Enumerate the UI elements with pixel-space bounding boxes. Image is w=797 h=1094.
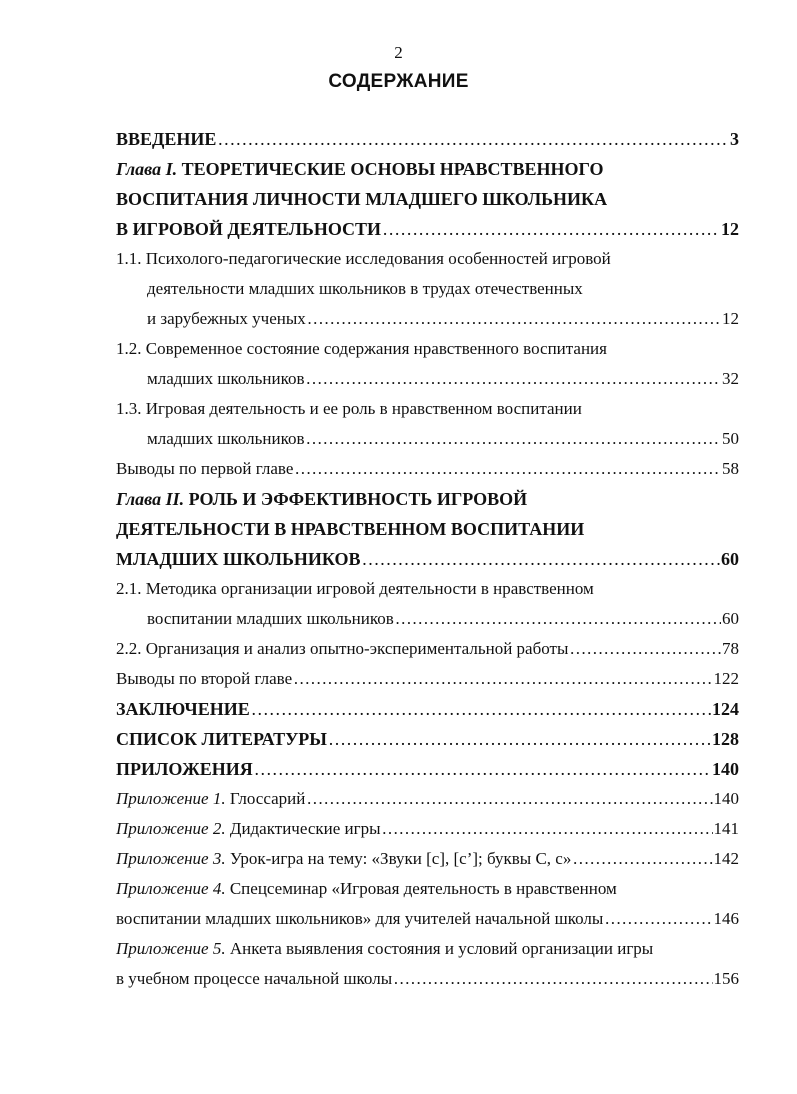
toc-entry-appendix-3[interactable] (116, 844, 739, 874)
table-of-contents (116, 124, 739, 994)
page-title: СОДЕРЖАНИЕ (328, 71, 469, 92)
toc-page: 60 (722, 609, 739, 628)
toc-label: Дидактические игры (229, 819, 381, 838)
toc-page: 60 (721, 549, 739, 569)
toc-leader (361, 544, 720, 574)
toc-page: 12 (721, 219, 739, 239)
toc-leader (569, 634, 721, 664)
toc-leader (293, 664, 712, 694)
toc-page: 141 (713, 819, 739, 838)
toc-label: в учебном процессе начальной школы (116, 969, 393, 988)
toc-label: РОЛЬ И ЭФФЕКТИВНОСТЬ ИГРОВОЙ (188, 489, 528, 509)
toc-entry-literature[interactable] (116, 724, 739, 754)
toc-label: и зарубежных ученых (147, 309, 306, 328)
toc-entry-appendix-1[interactable] (116, 784, 739, 814)
toc-label: Спецсеминар «Игровая деятельность в нравственном (229, 879, 617, 898)
toc-entry-1-2-end (116, 364, 739, 394)
toc-leader (254, 754, 711, 784)
toc-entry-conclusion-2[interactable] (116, 664, 739, 694)
toc-entry-chapter-1-cont (116, 184, 739, 214)
toc-page: 78 (722, 639, 739, 658)
appendix-prefix: Приложение 2. (116, 819, 226, 838)
toc-label: Выводы по первой главе (116, 459, 294, 478)
toc-entry-chapter-2[interactable] (116, 484, 739, 514)
toc-label: 1.3. Игровая деятельность и ее роль в нравственном воспитании (116, 399, 582, 418)
toc-label: СПИСОК ЛИТЕРАТУРЫ (116, 729, 327, 749)
toc-entry-chapter-2-end (116, 544, 739, 574)
toc-label: 2.1. Методика организации игровой деятельности в нравственном (116, 579, 594, 598)
toc-leader (328, 724, 711, 754)
toc-label: воспитании младших школьников» для учителей начальной школы (116, 909, 604, 928)
toc-entry-chapter-1-end (116, 214, 739, 244)
toc-entry-1-3[interactable] (116, 394, 739, 424)
toc-entry-2-2[interactable] (116, 634, 739, 664)
toc-entry-appendix-5-end (116, 964, 739, 994)
toc-leader (393, 964, 712, 994)
toc-entry-1-3-end (116, 424, 739, 454)
toc-leader (251, 694, 711, 724)
toc-page: 58 (722, 459, 739, 478)
toc-entry-appendix-2[interactable] (116, 814, 739, 844)
toc-page: 3 (730, 129, 739, 149)
toc-page: 50 (722, 429, 739, 448)
toc-entry-1-1-cont (116, 274, 739, 304)
toc-label: МЛАДШИХ ШКОЛЬНИКОВ (116, 549, 361, 569)
toc-page: 122 (713, 669, 739, 688)
toc-label: младших школьников (147, 429, 305, 448)
toc-entry-appendix-5[interactable] (116, 934, 739, 964)
toc-entry-2-1-end (116, 604, 739, 634)
toc-page: 142 (713, 849, 739, 868)
toc-leader (382, 814, 713, 844)
toc-entry-2-1[interactable] (116, 574, 739, 604)
toc-label: 2.2. Организация и анализ опытно-экспериментальной работы (116, 639, 569, 658)
toc-label: В ИГРОВОЙ ДЕЯТЕЛЬНОСТИ (116, 219, 382, 239)
toc-page: 12 (722, 309, 739, 328)
toc-entry-appendices[interactable] (116, 754, 739, 784)
toc-label: Урок-игра на тему: «Звуки [с], [с’]; буквы С, с» (229, 849, 572, 868)
toc-label: деятельности младших школьников в трудах отечественных (147, 279, 583, 298)
toc-page: 156 (713, 969, 739, 988)
toc-label: ПРИЛОЖЕНИЯ (116, 759, 253, 779)
toc-leader (307, 304, 721, 334)
appendix-prefix: Приложение 5. (116, 939, 226, 958)
toc-page: 32 (722, 369, 739, 388)
page-number: 2 (394, 43, 403, 62)
toc-leader (572, 844, 712, 874)
toc-label: Выводы по второй главе (116, 669, 293, 688)
toc-leader (306, 364, 722, 394)
toc-entry-1-1-end (116, 304, 739, 334)
toc-label: 1.2. Современное состояние содержания нравственного воспитания (116, 339, 607, 358)
toc-page: 146 (713, 909, 739, 928)
toc-leader (395, 604, 721, 634)
toc-label: ТЕОРЕТИЧЕСКИЕ ОСНОВЫ НРАВСТВЕННОГО (181, 159, 604, 179)
appendix-prefix: Приложение 4. (116, 879, 226, 898)
toc-label: Глоссарий (229, 789, 306, 808)
toc-page: 128 (712, 729, 739, 749)
toc-entry-1-1[interactable] (116, 244, 739, 274)
toc-label: ВВЕДЕНИЕ (116, 129, 217, 149)
toc-entry-appendix-4-end (116, 904, 739, 934)
toc-label: Анкета выявления состояния и условий организации игры (229, 939, 654, 958)
toc-leader (306, 784, 712, 814)
toc-entry-conclusion-1[interactable] (116, 454, 739, 484)
toc-leader (604, 904, 712, 934)
toc-entry-appendix-4[interactable] (116, 874, 739, 904)
toc-page: 124 (712, 699, 739, 719)
toc-label: младших школьников (147, 369, 305, 388)
toc-page: 140 (713, 789, 739, 808)
toc-entry-chapter-2-cont (116, 514, 739, 544)
toc-label: воспитании младших школьников (147, 609, 394, 628)
toc-leader (306, 424, 722, 454)
toc-label: ВОСПИТАНИЯ ЛИЧНОСТИ МЛАДШЕГО ШКОЛЬНИКА (116, 189, 608, 209)
toc-label: ЗАКЛЮЧЕНИЕ (116, 699, 250, 719)
chapter-prefix: Глава II. (116, 489, 185, 509)
appendix-prefix: Приложение 1. (116, 789, 226, 808)
toc-leader (217, 124, 729, 154)
toc-label: 1.1. Психолого-педагогические исследования особенностей игровой (116, 249, 611, 268)
toc-leader (382, 214, 720, 244)
toc-label: ДЕЯТЕЛЬНОСТИ В НРАВСТВЕННОМ ВОСПИТАНИИ (116, 519, 585, 539)
appendix-prefix: Приложение 3. (116, 849, 226, 868)
toc-leader (294, 454, 721, 484)
chapter-prefix: Глава I. (116, 159, 178, 179)
toc-entry-chapter-1[interactable] (116, 154, 739, 184)
toc-entry-1-2[interactable] (116, 334, 739, 364)
toc-entry-introduction[interactable] (116, 124, 739, 154)
toc-page: 140 (712, 759, 739, 779)
toc-entry-final-conclusion[interactable] (116, 694, 739, 724)
